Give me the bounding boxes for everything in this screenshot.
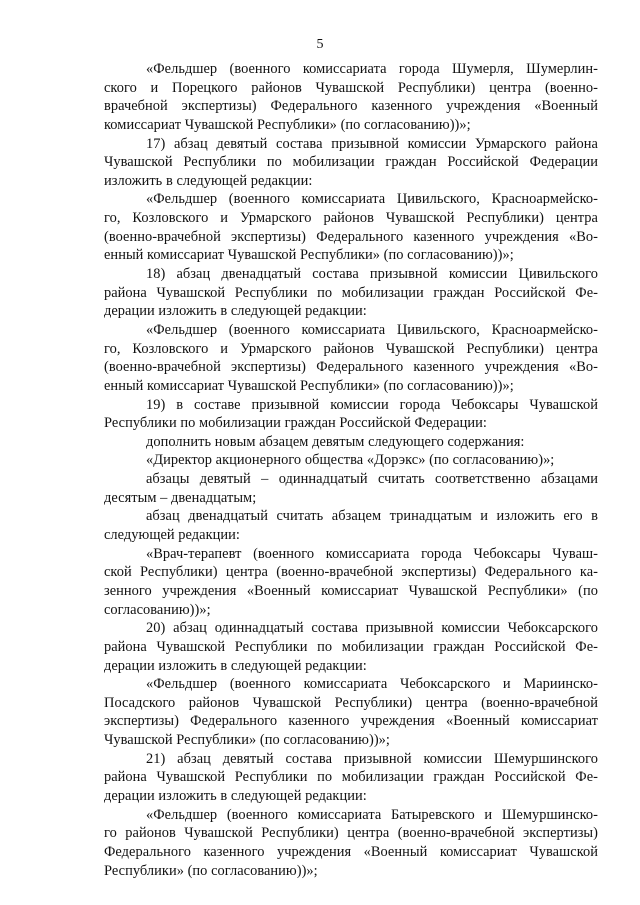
text-line: дополнить новым абзацем девятым следующего содержания: (146, 433, 525, 450)
text-line: «Фельдшер (военного комиссариата города Шумерля, Шумерлин- (146, 61, 598, 77)
text-line: Посадского районов Чувашской Республики) центра (военно-врачебной (104, 694, 598, 711)
page-number: 5 (316, 37, 324, 52)
text-line: «Фельдшер (военного комиссариата Цивильского, Красноармейско- (146, 191, 598, 208)
text-line: следующей редакции: (104, 527, 240, 544)
text-line: района Чувашской Республики по мобилизации граждан Российской Фе- (104, 284, 598, 301)
text-line: Федерального казенного учреждения «Военный комиссариат Чувашской (104, 843, 598, 860)
text-line: комиссариат Чувашской Республики» (по согласованию))»; (104, 116, 471, 133)
document-body (104, 60, 598, 880)
text-line: го, Козловского и Урмарского районов Чувашской Республики) центра (104, 210, 598, 227)
text-line: го, Козловского и Урмарского районов Чувашской Республики) центра (104, 340, 598, 357)
text-line: врачебной экспертизы) Федерального казенного учреждения «Военный (104, 98, 598, 115)
text-line: экспертизы) Федерального казенного учреждения «Военный комиссариат (104, 713, 598, 730)
text-line: «Врач-терапевт (военного комиссариата города Чебоксары Чуваш- (146, 545, 598, 562)
text-line: зенного учреждения «Военный комиссариат Чувашской Республики» (по (104, 582, 598, 599)
text-line: «Фельдшер (военного комиссариата Цивильского, Красноармейско- (146, 321, 598, 338)
text-line: (военно-врачебной экспертизы) Федерального казенного учреждения «Во- (104, 228, 598, 245)
text-line: изложить в следующей редакции: (104, 172, 313, 189)
text-line: района Чувашской Республики по мобилизации граждан Российской Фе- (104, 638, 598, 655)
text-line: «Директор акционерного общества «Дорэкс» (по согласованию)»; (146, 452, 555, 469)
text-line: 21) абзац девятый состава призывной комиссии Шемуршинского (146, 750, 598, 767)
text-line: абзац двенадцатый считать абзацем тринадцатым и изложить его в (146, 508, 598, 525)
text-line: Чувашской Республики по мобилизации граждан Российской Федерации (104, 154, 598, 171)
text-line: енный комиссариат Чувашской Республики» (по согласованию))»; (104, 377, 514, 394)
text-line: абзацы девятый – одиннадцатый считать соответственно абзацами (146, 471, 598, 488)
text-line: го районов Чувашской Республики) центра (военно-врачебной экспертизы) (104, 825, 598, 842)
text-line: «Фельдшер (военного комиссариата Батыревского и Шемуршинско- (146, 806, 598, 823)
text-line: района Чувашской Республики по мобилизации граждан Российской Фе- (104, 769, 598, 786)
text-line: 18) абзац двенадцатый состава призывной комиссии Цивильского (146, 266, 598, 283)
text-line: «Фельдшер (военного комиссариата Чебоксарского и Мариинско- (146, 676, 598, 693)
text-line: енный комиссариат Чувашской Республики» (по согласованию))»; (104, 247, 514, 264)
text-line: Республики» (по согласованию))»; (104, 862, 318, 879)
text-line: дерации изложить в следующей редакции: (104, 303, 367, 320)
text-line: согласованию))»; (104, 601, 211, 618)
text-line: дерации изложить в следующей редакции: (104, 787, 367, 804)
text-line: ского и Порецкого районов Чувашской Республики) центра (военно- (104, 79, 598, 96)
text-line: (военно-врачебной экспертизы) Федерального казенного учреждения «Во- (104, 359, 598, 376)
text-line: Чувашской Республики» (по согласованию))»; (104, 732, 390, 749)
text-line: Республики по мобилизации граждан Российской Федерации: (104, 415, 487, 432)
text-line: 17) абзац девятый состава призывной комиссии Урмарского района (146, 135, 598, 152)
text-line: 19) в составе призывной комиссии города Чебоксары Чувашской (146, 396, 598, 413)
text-line: дерации изложить в следующей редакции: (104, 657, 367, 674)
text-line: 20) абзац одиннадцатый состава призывной комиссии Чебоксарского (146, 620, 598, 637)
text-line: ской Республики) центра (военно-врачебной экспертизы) Федерального ка- (104, 564, 598, 581)
text-line: десятым – двенадцатым; (104, 489, 257, 506)
